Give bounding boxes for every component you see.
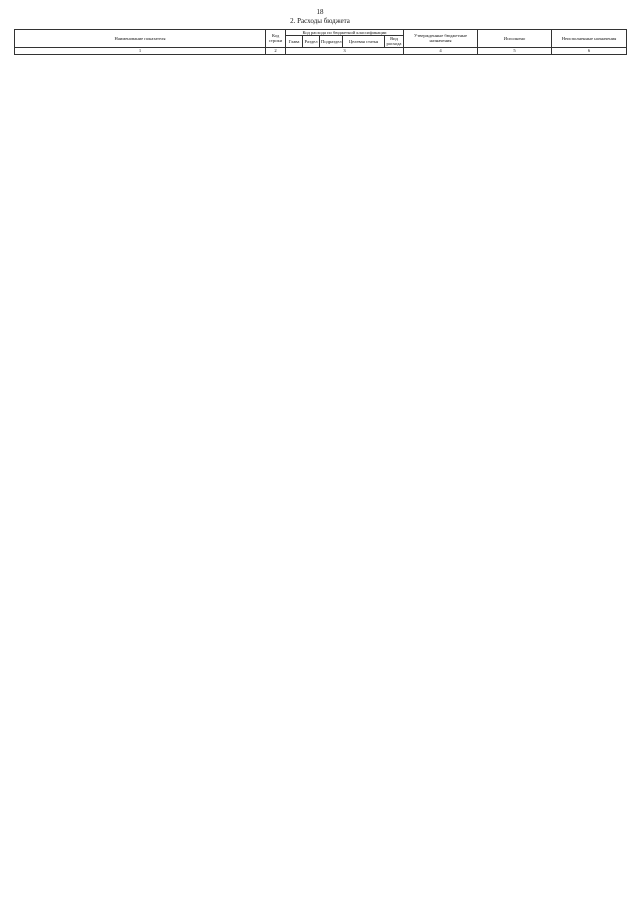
expenses-table xyxy=(14,29,627,55)
col-subsection-header: Подраздел xyxy=(320,36,343,47)
page-title: 2. Расходы бюджета xyxy=(290,17,350,25)
colnum: 6 xyxy=(552,47,627,54)
colnum: 3 xyxy=(286,47,404,54)
col-executed-header: Исполнено xyxy=(478,30,552,48)
col-approved-header: Утвержденные бюджетные назначения xyxy=(404,30,478,48)
col-target-header: Целевая статья xyxy=(343,36,385,47)
col-grbs-header: Глава xyxy=(286,36,303,47)
col-section-header: Раздел xyxy=(303,36,320,47)
col-kind-header: Вид расхода xyxy=(385,36,404,47)
col-code-header: Код строки xyxy=(266,30,286,48)
colnum: 5 xyxy=(478,47,552,54)
colnum: 1 xyxy=(15,47,266,54)
colnum: 4 xyxy=(404,47,478,54)
col-classification-header: Код расхода по бюджетной классификации xyxy=(286,30,404,36)
col-name-header: Наименование показателя xyxy=(15,30,266,48)
colnum: 2 xyxy=(266,47,286,54)
col-unexecuted-header: Неисполненные назначения xyxy=(552,30,627,48)
page-number: 18 xyxy=(316,8,324,16)
